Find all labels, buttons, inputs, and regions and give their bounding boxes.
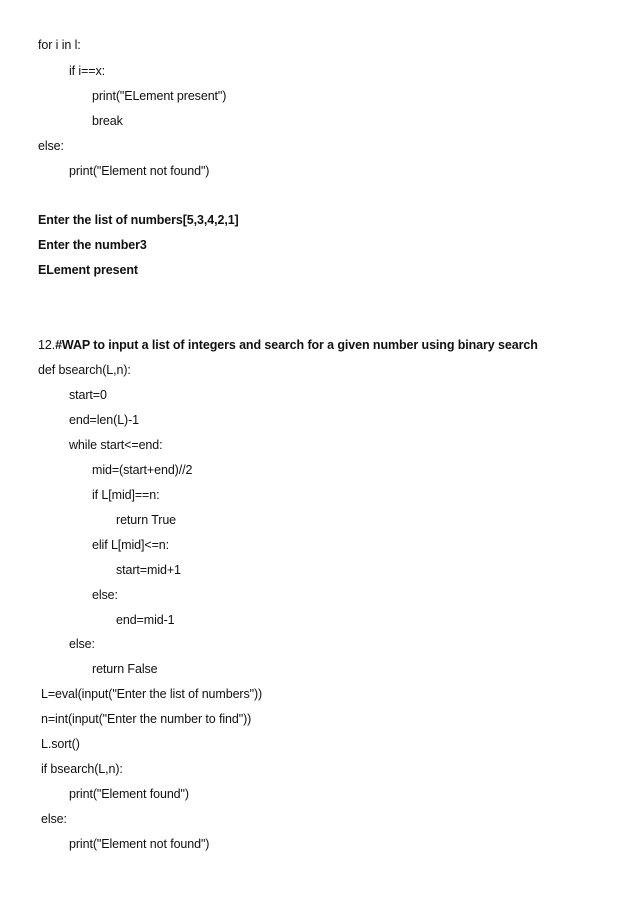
code-line: else: — [38, 139, 64, 153]
code-line: start=0 — [69, 388, 107, 402]
code-line: print("Element found") — [69, 787, 189, 801]
code-line: return True — [116, 513, 177, 527]
code-line: print("Element not found") — [69, 164, 210, 178]
code-line: else: — [41, 812, 67, 826]
code-line: start=mid+1 — [116, 563, 181, 577]
code-line: return False — [92, 662, 158, 676]
output-line: Enter the number3 — [38, 238, 147, 252]
code-line: L.sort() — [41, 737, 80, 751]
code-line: break — [92, 114, 123, 128]
code-line: print("Element not found") — [69, 837, 210, 851]
code-line: else: — [69, 637, 95, 651]
section-heading — [38, 337, 538, 353]
code-line: mid=(start+end)//2 — [92, 463, 193, 477]
code-line: L=eval(input("Enter the list of numbers")) — [41, 687, 263, 701]
code-line: if L[mid]==n: — [92, 488, 160, 502]
code-line: else: — [92, 588, 118, 602]
code-line: end=mid-1 — [116, 613, 175, 627]
code-line: end=len(L)-1 — [69, 413, 140, 427]
section-title: #WAP to input a list of integers and search for a given number using binary search — [55, 338, 538, 352]
code-line: if bsearch(L,n): — [41, 762, 123, 776]
code-line: for i in l: — [38, 38, 81, 52]
code-line: while start<=end: — [69, 438, 163, 452]
code-line: def bsearch(L,n): — [38, 363, 131, 377]
code-line: n=int(input("Enter the number to find")) — [41, 712, 252, 726]
output-line: ELement present — [38, 263, 138, 277]
code-line: print("ELement present") — [92, 89, 227, 103]
output-line: Enter the list of numbers[5,3,4,2,1] — [38, 213, 239, 227]
code-line: elif L[mid]<=n: — [92, 538, 170, 552]
code-line: if i==x: — [69, 64, 106, 78]
section-number: 12. — [38, 338, 56, 352]
